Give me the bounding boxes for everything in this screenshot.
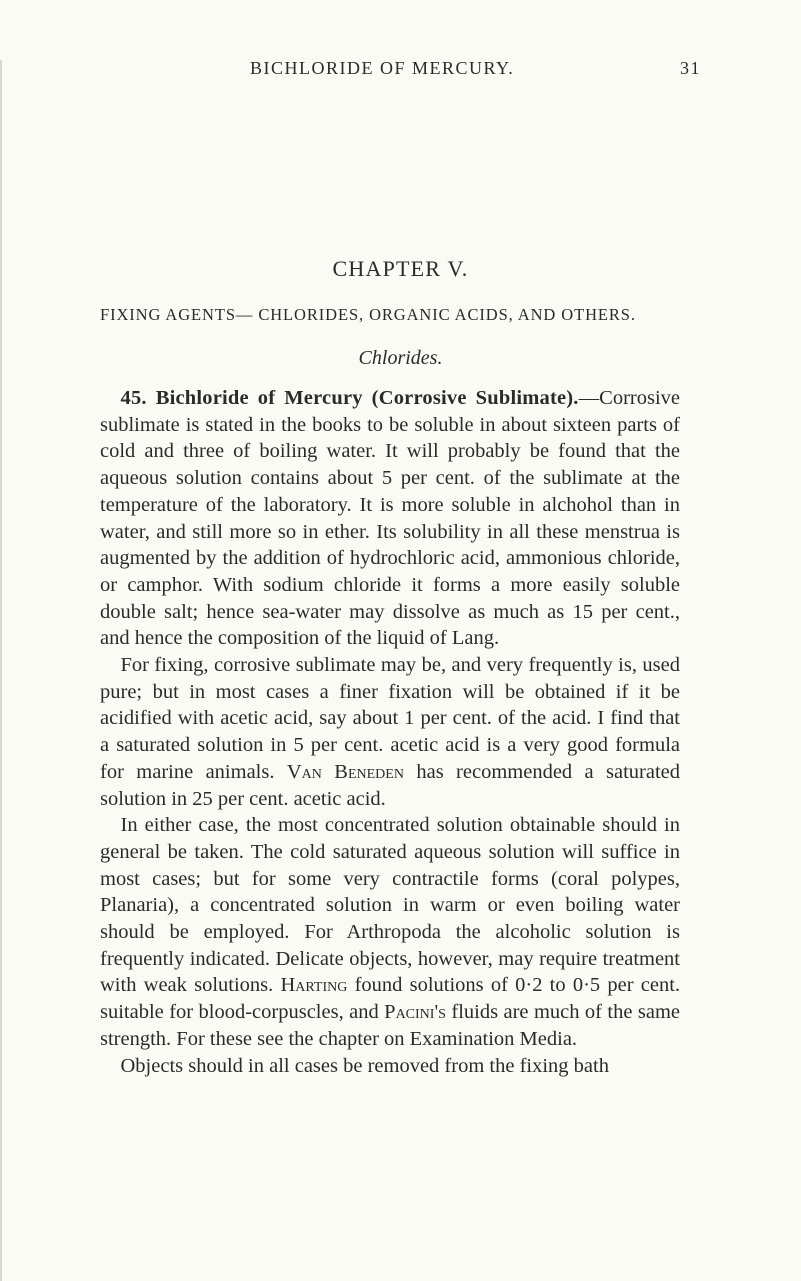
page-number: 31 bbox=[680, 58, 701, 78]
author-name: Harting bbox=[280, 974, 348, 997]
author-name: Van Beneden bbox=[286, 760, 404, 783]
paragraph-text: Objects should in all cases be removed from the fixing bath bbox=[120, 1054, 609, 1077]
paragraph-heading: 45. Bichloride of Mercury (Corrosive Sublimate). bbox=[120, 387, 579, 409]
paragraph-text: has recommended a saturated solution in 25 per cent. acetic acid. bbox=[100, 760, 681, 810]
paragraph-text: In either case, the most concentrated solution obtainable should in general be taken. The cold saturated aqueous solution will suffice in most cases; but for some very contractile forms (coral polypes, Planaria), a concentrated solution in warm or even boiling water should be employed. For Arthropoda the alcoholic solution is frequently indicated. Delicate objects, however, may require treatment with weak solutions. bbox=[100, 814, 680, 997]
page-edge bbox=[0, 60, 2, 1281]
paragraph-bichloride bbox=[100, 385, 680, 652]
author-name: Pacini's bbox=[384, 1001, 446, 1024]
section-heading: Chlorides. bbox=[358, 347, 443, 369]
body-text bbox=[100, 385, 680, 1079]
paragraph-text: fluids are much of the same strength. For these see the chapter on Examination Media. bbox=[100, 1001, 681, 1050]
paragraph-text: found solutions of 0·2 to 0·5 per cent. suitable for blood-corpuscles, and bbox=[100, 974, 681, 1024]
running-title: BICHLORIDE OF MERCURY. bbox=[250, 58, 515, 78]
paragraph-fixing bbox=[100, 652, 680, 812]
chapter-title: CHAPTER V. bbox=[332, 256, 469, 281]
paragraph-text: —Corrosive sublimate is stated in the books to be soluble in about sixteen parts of cold and three of boiling water. It will probably be found that the aqueous solution contains about 5 per cent. of the sublimate at the temperature of the laboratory. It is more soluble in alchohol than in water, and still more so in ether. Its solubility in all these menstrua is augmented by the addition of hydrochloric acid, ammonious chloride, or camphor. With sodium chloride it forms a more easily soluble double salt; hence sea-water may dissolve as much as 15 per cent., and hence the composition of the liquid of Lang. bbox=[100, 387, 680, 650]
paragraph-concentration bbox=[100, 812, 680, 1052]
chapter-subtitle: FIXING AGENTS— CHLORIDES, ORGANIC ACIDS, AND OTHERS. bbox=[100, 305, 636, 324]
paragraph-removal bbox=[100, 1053, 680, 1080]
paragraph-text: For fixing, corrosive sublimate may be, and very frequently is, used pure; but in most cases a finer fixation will be obtained if it be acidified with acetic acid, say about 1 per cent. of the acid. I find that a saturated solution in 5 per cent. acetic acid is a very good formula for marine animals. bbox=[100, 654, 680, 783]
